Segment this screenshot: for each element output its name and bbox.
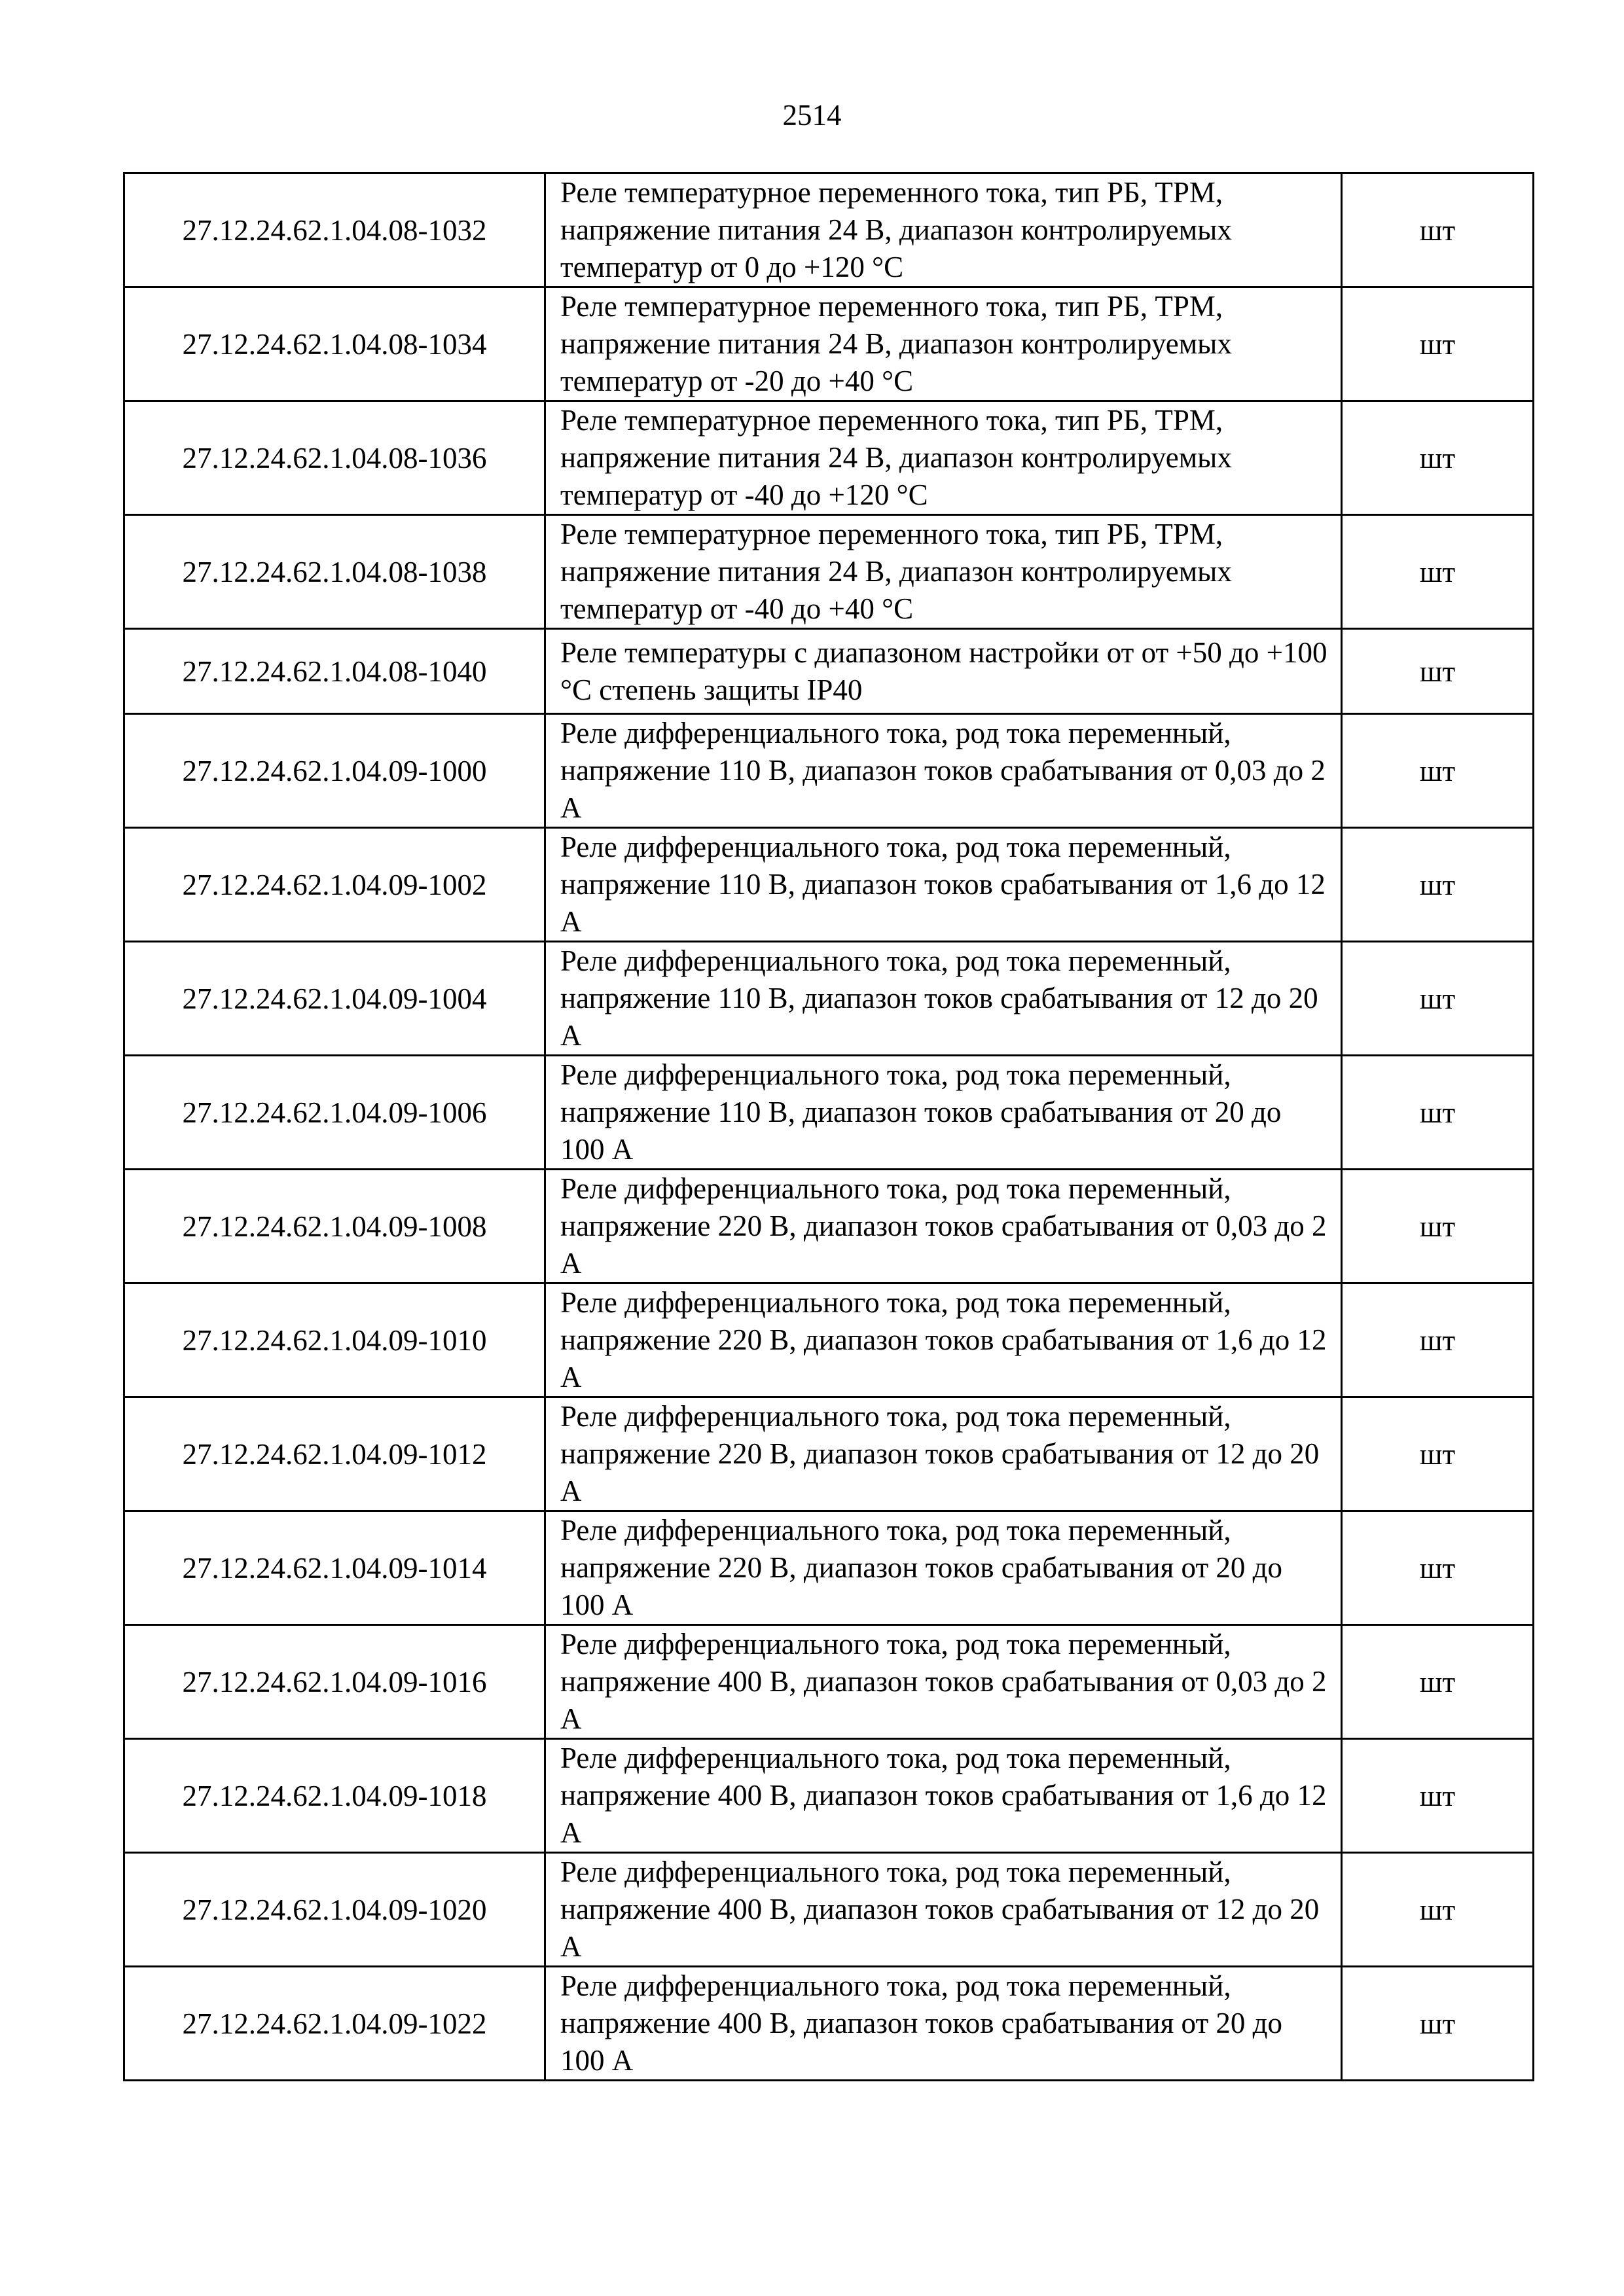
table-row — [124, 1397, 1534, 1511]
table-row — [124, 1625, 1534, 1739]
table-row — [124, 1967, 1534, 2081]
resource-description: Реле температурное переменного тока, тип РБ, ТРМ, напряжение питания 24 В, диапазон контролируемых температур от 0 до +120 °С — [545, 173, 1342, 287]
page-number: 2514 — [782, 99, 842, 132]
table-row — [124, 1170, 1534, 1283]
table-row — [124, 401, 1534, 515]
resource-description: Реле температурное переменного тока, тип РБ, ТРМ, напряжение питания 24 В, диапазон контролируемых температур от -40 до +40 °С — [545, 515, 1342, 629]
resource-description: Реле дифференциального тока, род тока переменный, напряжение 110 В, диапазон токов срабатывания от 20 до 100 А — [545, 1056, 1342, 1170]
unit-of-measure: шт — [1342, 401, 1534, 515]
unit-of-measure: шт — [1342, 1625, 1534, 1739]
resource-description: Реле дифференциального тока, род тока переменный, напряжение 110 В, диапазон токов срабатывания от 1,6 до 12 А — [545, 828, 1342, 942]
unit-of-measure: шт — [1342, 1397, 1534, 1511]
table-row — [124, 714, 1534, 828]
unit-of-measure: шт — [1342, 828, 1534, 942]
resource-code: 27.12.24.62.1.04.09-1000 — [124, 714, 545, 828]
table-row — [124, 287, 1534, 401]
unit-of-measure: шт — [1342, 173, 1534, 287]
unit-of-measure: шт — [1342, 515, 1534, 629]
resource-code: 27.12.24.62.1.04.08-1038 — [124, 515, 545, 629]
table-row — [124, 629, 1534, 714]
resource-description: Реле температуры с диапазоном настройки от от +50 до +100 °С степень защиты IP40 — [545, 629, 1342, 714]
resource-description: Реле температурное переменного тока, тип РБ, ТРМ, напряжение питания 24 В, диапазон контролируемых температур от -20 до +40 °С — [545, 287, 1342, 401]
resource-code: 27.12.24.62.1.04.08-1040 — [124, 629, 545, 714]
resource-description: Реле дифференциального тока, род тока переменный, напряжение 220 В, диапазон токов срабатывания от 1,6 до 12 А — [545, 1283, 1342, 1397]
unit-of-measure: шт — [1342, 942, 1534, 1056]
resource-description: Реле дифференциального тока, род тока переменный, напряжение 400 В, диапазон токов срабатывания от 1,6 до 12 А — [545, 1739, 1342, 1853]
resource-code: 27.12.24.62.1.04.08-1034 — [124, 287, 545, 401]
resource-description: Реле дифференциального тока, род тока переменный, напряжение 220 В, диапазон токов срабатывания от 0,03 до 2 А — [545, 1170, 1342, 1283]
table-row — [124, 1283, 1534, 1397]
resource-description: Реле дифференциального тока, род тока переменный, напряжение 400 В, диапазон токов срабатывания от 0,03 до 2 А — [545, 1625, 1342, 1739]
unit-of-measure: шт — [1342, 287, 1534, 401]
unit-of-measure: шт — [1342, 1511, 1534, 1625]
table-row — [124, 828, 1534, 942]
table-row — [124, 173, 1534, 287]
table-row — [124, 515, 1534, 629]
resource-code: 27.12.24.62.1.04.09-1008 — [124, 1170, 545, 1283]
unit-of-measure: шт — [1342, 1853, 1534, 1967]
resource-code: 27.12.24.62.1.04.08-1036 — [124, 401, 545, 515]
resource-code: 27.12.24.62.1.04.09-1020 — [124, 1853, 545, 1967]
resource-code: 27.12.24.62.1.04.09-1006 — [124, 1056, 545, 1170]
table-row — [124, 942, 1534, 1056]
table-row — [124, 1056, 1534, 1170]
resource-description: Реле дифференциального тока, род тока переменный, напряжение 110 В, диапазон токов срабатывания от 0,03 до 2 А — [545, 714, 1342, 828]
resource-code: 27.12.24.62.1.04.09-1012 — [124, 1397, 545, 1511]
resource-code: 27.12.24.62.1.04.09-1016 — [124, 1625, 545, 1739]
unit-of-measure: шт — [1342, 1170, 1534, 1283]
resource-table — [123, 172, 1534, 2081]
resource-code: 27.12.24.62.1.04.08-1032 — [124, 173, 545, 287]
table-row — [124, 1739, 1534, 1853]
resource-code: 27.12.24.62.1.04.09-1010 — [124, 1283, 545, 1397]
resource-description: Реле дифференциального тока, род тока переменный, напряжение 220 В, диапазон токов срабатывания от 12 до 20 А — [545, 1397, 1342, 1511]
unit-of-measure: шт — [1342, 1967, 1534, 2081]
unit-of-measure: шт — [1342, 1056, 1534, 1170]
table-row — [124, 1853, 1534, 1967]
unit-of-measure: шт — [1342, 714, 1534, 828]
unit-of-measure: шт — [1342, 1739, 1534, 1853]
unit-of-measure: шт — [1342, 1283, 1534, 1397]
resource-code: 27.12.24.62.1.04.09-1018 — [124, 1739, 545, 1853]
unit-of-measure: шт — [1342, 629, 1534, 714]
resource-code: 27.12.24.62.1.04.09-1014 — [124, 1511, 545, 1625]
resource-code: 27.12.24.62.1.04.09-1002 — [124, 828, 545, 942]
resource-description: Реле дифференциального тока, род тока переменный, напряжение 400 В, диапазон токов срабатывания от 20 до 100 А — [545, 1967, 1342, 2081]
table-row — [124, 1511, 1534, 1625]
resource-code: 27.12.24.62.1.04.09-1022 — [124, 1967, 545, 2081]
resource-description: Реле дифференциального тока, род тока переменный, напряжение 220 В, диапазон токов срабатывания от 20 до 100 А — [545, 1511, 1342, 1625]
resource-description: Реле дифференциального тока, род тока переменный, напряжение 400 В, диапазон токов срабатывания от 12 до 20 А — [545, 1853, 1342, 1967]
resource-description: Реле дифференциального тока, род тока переменный, напряжение 110 В, диапазон токов срабатывания от 12 до 20 А — [545, 942, 1342, 1056]
resource-code: 27.12.24.62.1.04.09-1004 — [124, 942, 545, 1056]
resource-description: Реле температурное переменного тока, тип РБ, ТРМ, напряжение питания 24 В, диапазон контролируемых температур от -40 до +120 °С — [545, 401, 1342, 515]
